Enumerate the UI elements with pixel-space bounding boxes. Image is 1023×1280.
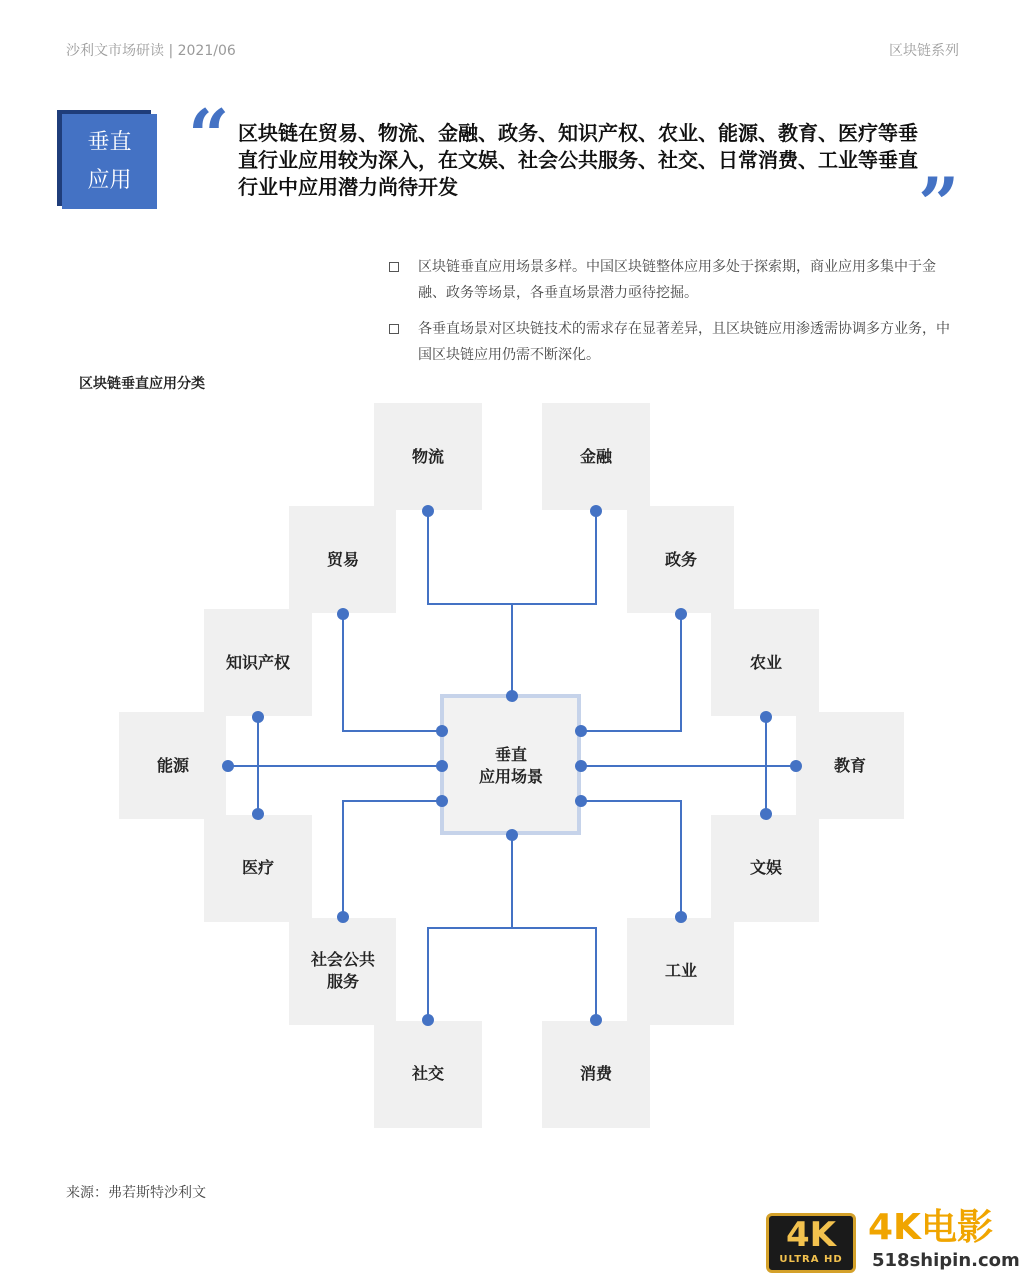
- center-label: [479, 744, 543, 788]
- dot-center-r: [575, 760, 587, 772]
- logo-badge-small: ULTRA HD: [779, 1254, 843, 1265]
- node-jinrong: 金融: [579, 447, 613, 466]
- dot-center-rb: [575, 795, 587, 807]
- node-wenyu: 文娱: [749, 858, 783, 877]
- node-zhishi: 知识产权: [225, 653, 291, 672]
- dot-center-bottom: [506, 829, 518, 841]
- header-right: 区块链系列: [889, 43, 959, 59]
- dot-zhengwu: [675, 608, 687, 620]
- source-note: 来源：弗若斯特沙利文: [66, 1185, 206, 1201]
- center-label-line1: 垂直: [494, 745, 528, 764]
- node-xiaofei: 消费: [579, 1064, 613, 1083]
- node-shehui-line1: 社会公共: [310, 950, 376, 969]
- dot-center-top: [506, 690, 518, 702]
- header-left: 沙利文市场研读 | 2021/06: [66, 43, 236, 59]
- section-tag-line1: 垂直: [87, 130, 132, 155]
- line-top: [428, 511, 596, 604]
- dot-wenyu: [760, 808, 772, 820]
- dot-zhishi: [252, 711, 264, 723]
- dot-center-lb: [436, 795, 448, 807]
- line-maoyi: [343, 614, 442, 731]
- dot-nongye: [760, 711, 772, 723]
- dot-wuliu: [422, 505, 434, 517]
- bullet-text: 各垂直场景对区块链技术的需求存在显著差异，且区块链应用渗透需协调多方业务，中国区块链应用仍需不断深化。: [418, 321, 950, 363]
- node-shehui: [311, 949, 375, 993]
- section-tag-line2: 应用: [87, 168, 132, 193]
- dot-jinrong: [590, 505, 602, 517]
- node-zhengwu: 政务: [664, 550, 698, 569]
- dot-center-l: [436, 760, 448, 772]
- brand-url: 518shipin.com: [872, 1250, 1020, 1271]
- dot-center-lt: [436, 725, 448, 737]
- logo-badge-big: 4K: [785, 1215, 836, 1255]
- line-shehui: [343, 801, 442, 917]
- dot-yiliao: [252, 808, 264, 820]
- node-shejiao: 社交: [411, 1064, 445, 1083]
- dot-shejiao: [422, 1014, 434, 1026]
- dot-jiaoyu: [790, 760, 802, 772]
- dot-gongye: [675, 911, 687, 923]
- close-quote-icon: ”: [918, 161, 960, 246]
- node-nengyuan: 能源: [156, 756, 190, 775]
- node-wuliu: 物流: [411, 447, 445, 466]
- center-label-line2: 应用场景: [478, 767, 544, 786]
- line-bottom: [428, 928, 596, 1020]
- line-zhengwu: [581, 614, 681, 731]
- node-yiliao: 医疗: [241, 858, 275, 877]
- node-shehui-line2: 服务: [326, 972, 360, 991]
- line-gongye: [581, 801, 681, 917]
- node-nongye: 农业: [749, 653, 783, 672]
- diagram-title: 区块链垂直应用分类: [79, 376, 205, 392]
- node-gongye: 工业: [664, 961, 698, 980]
- dot-xiaofei: [590, 1014, 602, 1026]
- dot-maoyi: [337, 608, 349, 620]
- dot-nengyuan: [222, 760, 234, 772]
- dot-center-rt: [575, 725, 587, 737]
- node-maoyi: 贸易: [326, 550, 360, 569]
- brand-name: 4K电影: [868, 1207, 993, 1248]
- 4k-logo-icon: [766, 1213, 856, 1273]
- bullet-text: 区块链垂直应用场景多样。中国区块链整体应用多处于探索期，商业应用多集中于金融、政务等场景，各垂直场景潜力亟待挖掘。: [418, 259, 936, 301]
- open-quote-icon: “: [188, 93, 230, 178]
- node-jiaoyu: 教育: [833, 756, 867, 775]
- dot-shehui: [337, 911, 349, 923]
- headline: 区块链在贸易、物流、金融、政务、知识产权、农业、能源、教育、医疗等垂直行业应用较为深入，在文娱、社会公共服务、社交、日常消费、工业等垂直行业中应用潜力尚待开发: [238, 121, 918, 199]
